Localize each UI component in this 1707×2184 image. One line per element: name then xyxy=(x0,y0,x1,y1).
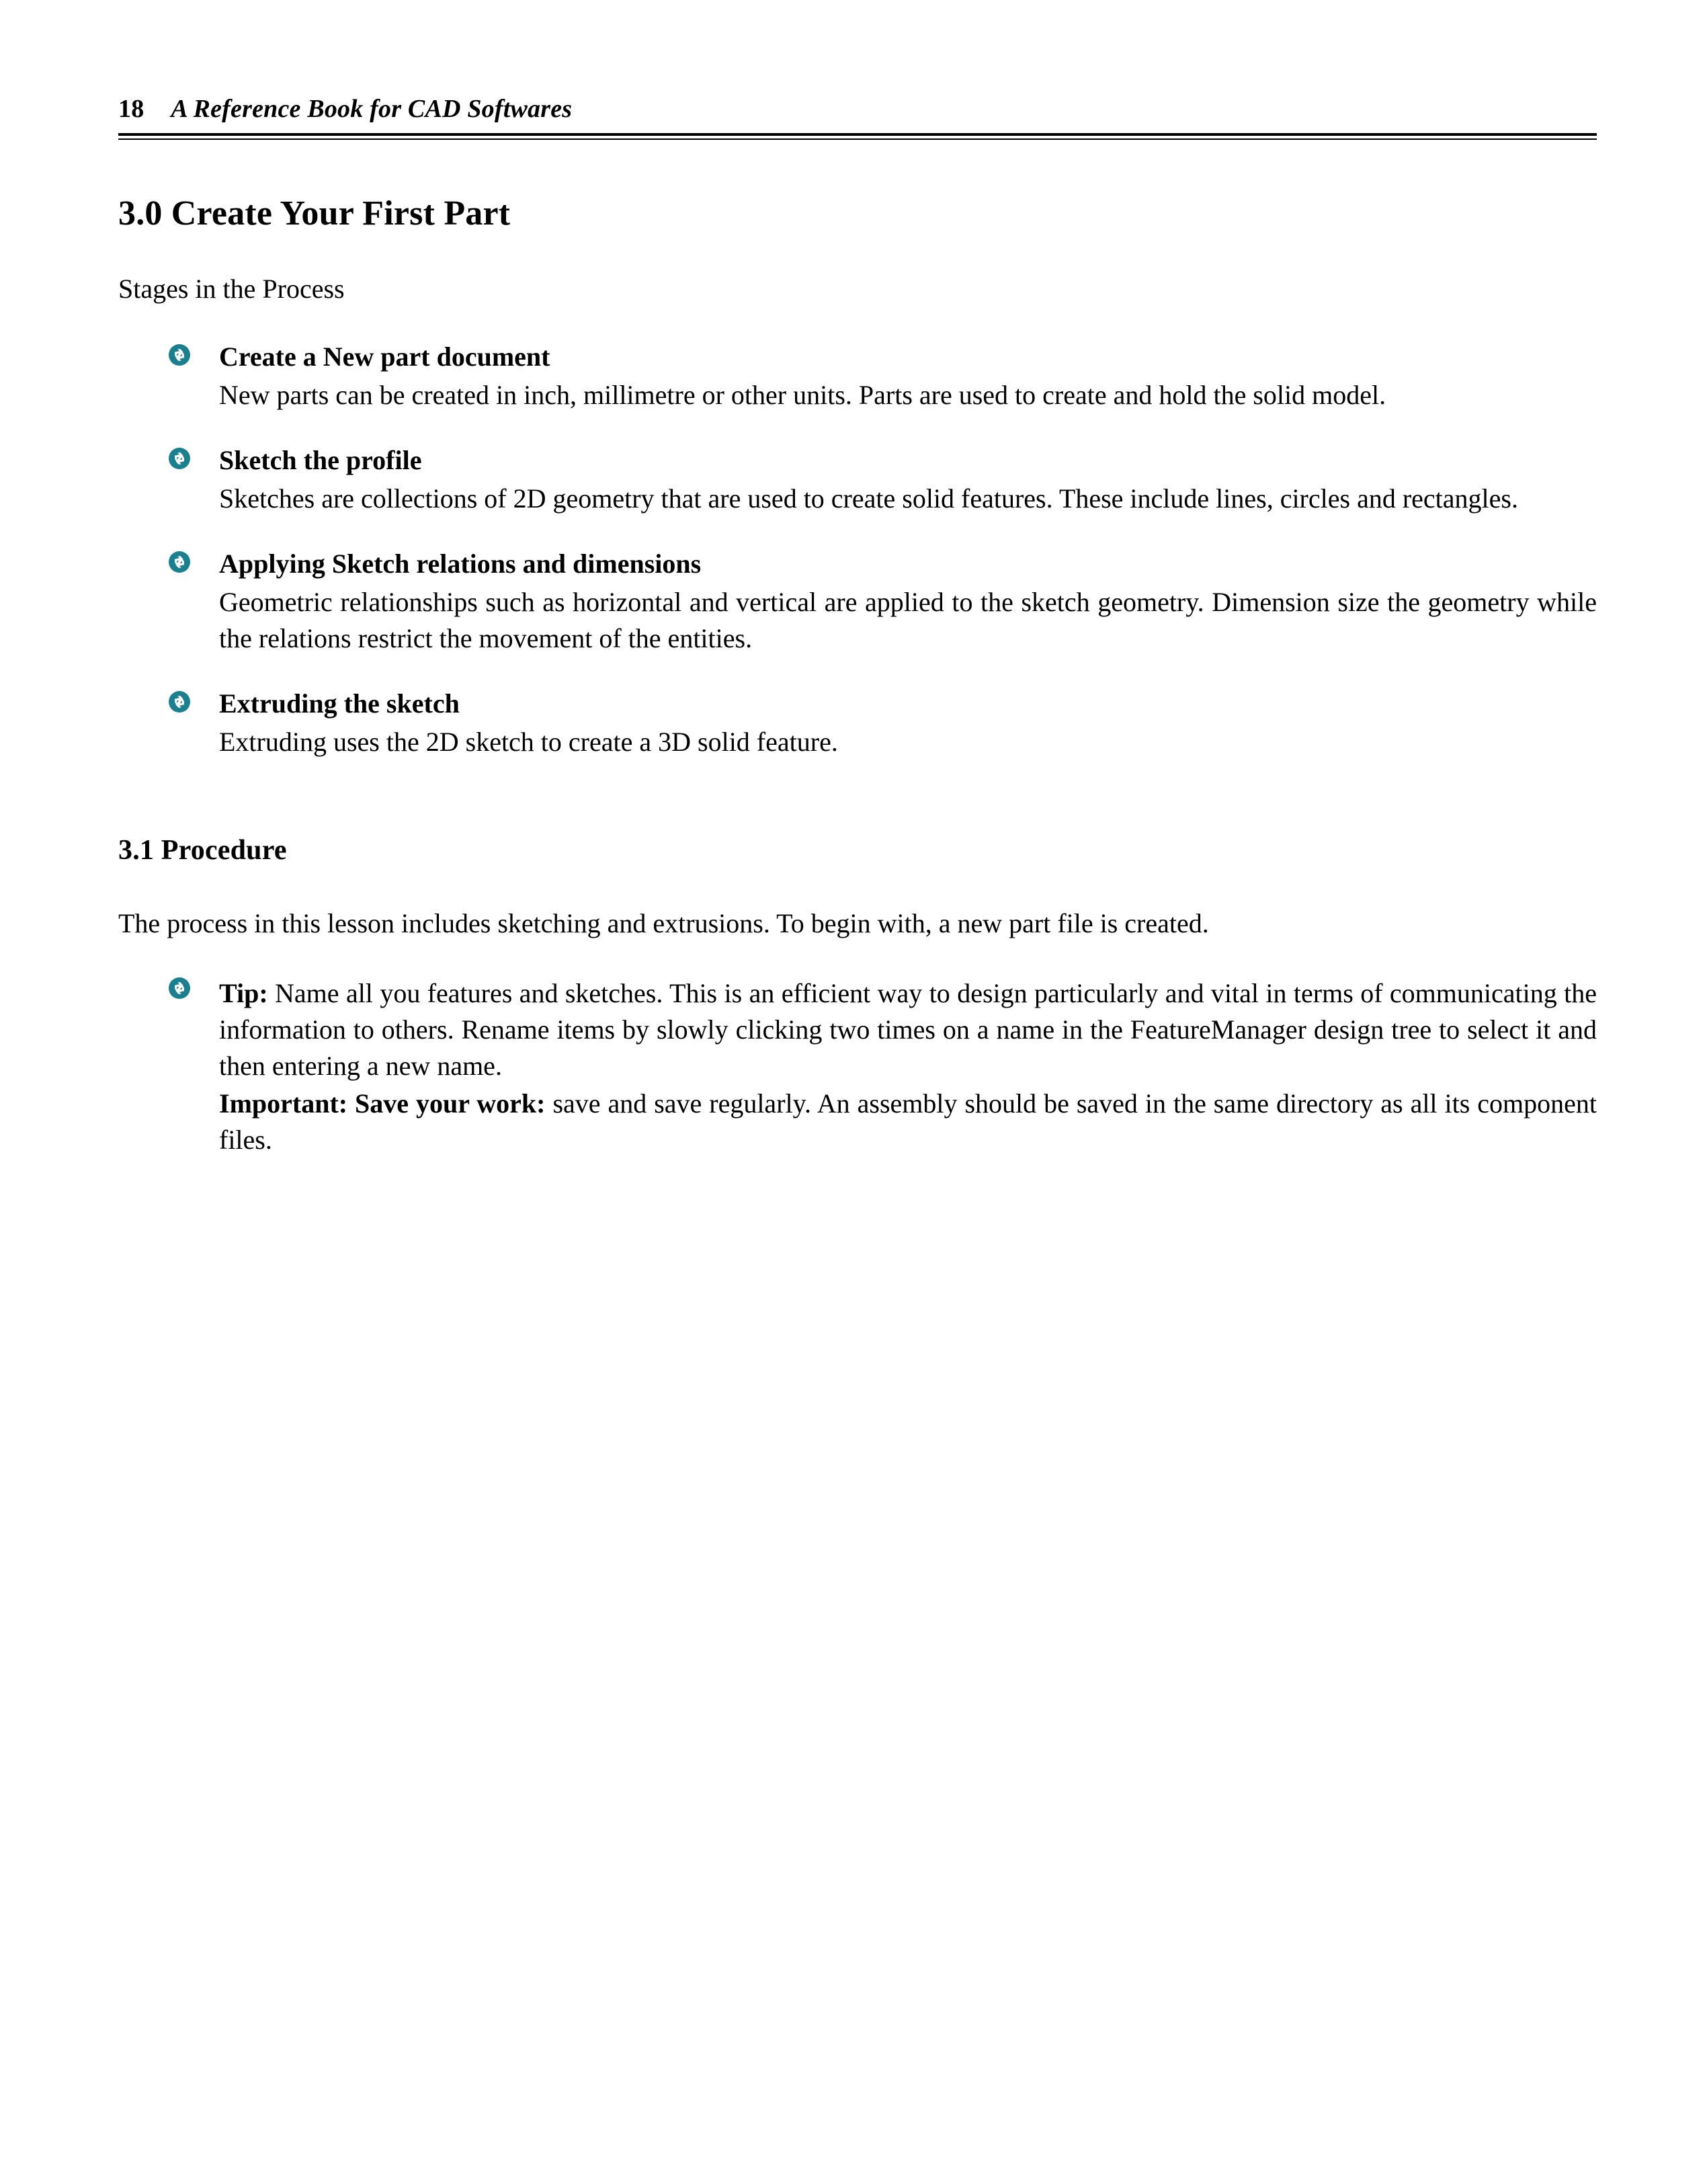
procedure-intro-text: The process in this lesson includes sketching and extrusions. To begin with, a new part file is created. xyxy=(118,908,1209,938)
recycle-arrows-icon xyxy=(168,343,191,366)
list-item-title: Extruding the sketch xyxy=(219,688,460,719)
page-number: 18 xyxy=(118,95,144,123)
recycle-arrows-icon xyxy=(168,551,191,573)
header-divider-thick xyxy=(118,133,1597,136)
running-header xyxy=(118,0,1597,124)
list-item-body: Extruding uses the 2D sketch to create a 3D solid feature. xyxy=(219,727,838,757)
list-item xyxy=(118,547,1597,657)
tip-block xyxy=(118,975,1597,1158)
tip-label: Tip: xyxy=(219,978,268,1008)
page-content xyxy=(118,0,1597,1158)
tip-text: Name all you features and sketches. This is an efficient way to design particularly and vital in terms of communicating the information to others. Rename items by slowly clicking two times on a name in the FeatureManager design tree to select it and then entering a new name. xyxy=(219,978,1597,1081)
section-lead-text: Stages in the Process xyxy=(118,274,345,304)
recycle-arrows-icon xyxy=(168,447,191,470)
header-divider-thin xyxy=(118,138,1597,140)
list-item-title: Sketch the profile xyxy=(219,445,422,475)
list-item xyxy=(118,339,1597,413)
list-item-body: Sketches are collections of 2D geometry that are used to create solid features. These include lines, circles and rectangles. xyxy=(219,483,1518,514)
procedure-section xyxy=(118,834,1597,1158)
book-title: A Reference Book for CAD Softwares xyxy=(171,95,573,123)
list-item xyxy=(118,443,1597,517)
list-item xyxy=(118,686,1597,760)
procedure-heading: 3.1 Procedure xyxy=(118,835,287,866)
list-item-title: Applying Sketch relations and dimensions xyxy=(219,549,702,579)
list-item-body: Geometric relationships such as horizontal and vertical are applied to the sketch geometry. Dimension size the geometry while the relations restrict the movement of the entities. xyxy=(219,587,1597,653)
list-item-body: New parts can be created in inch, millimetre or other units. Parts are used to create and hold the solid model. xyxy=(219,380,1386,410)
tip-paragraph xyxy=(219,975,1597,1084)
stages-list xyxy=(118,339,1597,760)
section-heading: 3.0 Create Your First Part xyxy=(118,194,511,233)
recycle-arrows-icon xyxy=(168,690,191,713)
important-paragraph xyxy=(219,1086,1597,1158)
important-text: save and save regularly. An assembly should be saved in the same directory as all its component files. xyxy=(219,1088,1597,1155)
list-item-title: Create a New part document xyxy=(219,341,550,372)
important-label: Important: Save your work: xyxy=(219,1088,546,1119)
recycle-arrows-icon xyxy=(168,977,191,1000)
